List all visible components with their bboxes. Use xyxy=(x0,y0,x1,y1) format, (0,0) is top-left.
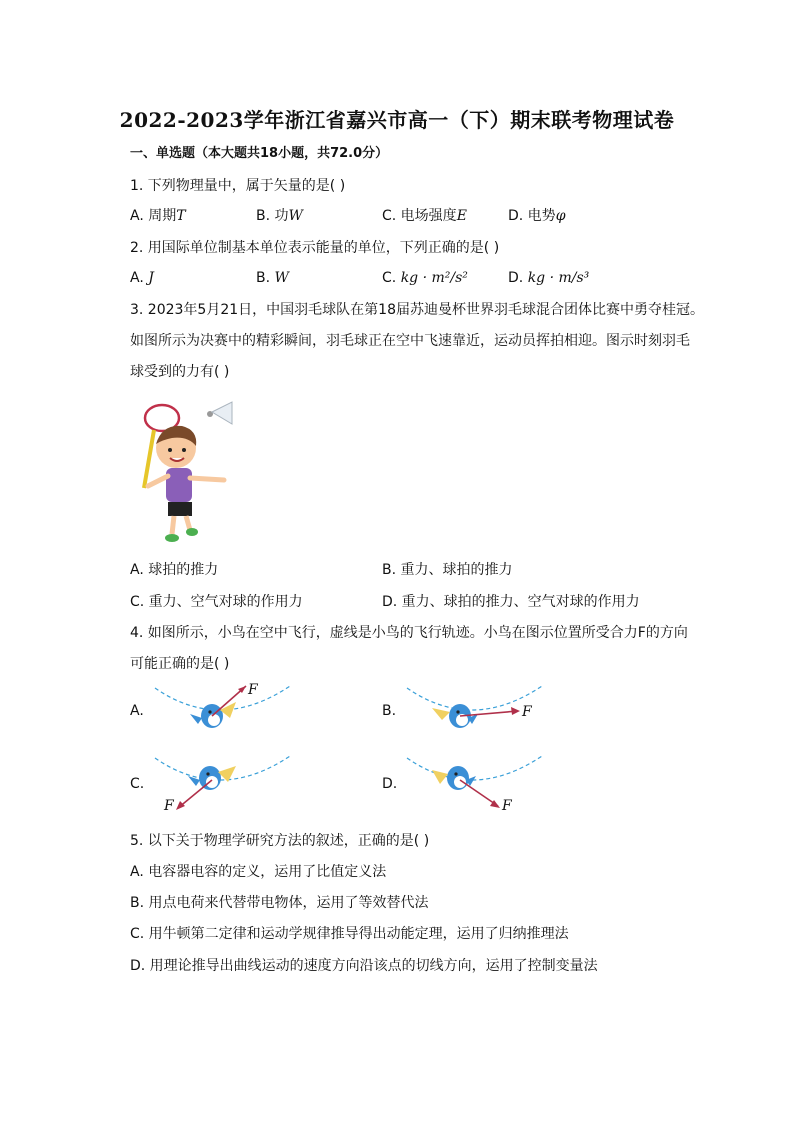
q2-option-c: C. kg · m²/s² xyxy=(382,270,468,286)
q4-figure-d xyxy=(402,748,547,816)
q1-stem: 1. 下列物理量中，属于矢量的是( ) xyxy=(130,178,346,194)
q2-option-d: D. kg · m/s³ xyxy=(508,270,590,286)
badminton-player-figure xyxy=(132,396,238,546)
q5-option-d: D. 用理论推导出曲线运动的速度方向沿该点的切线方向，运用了控制变量法 xyxy=(130,958,598,974)
force-label: F xyxy=(502,798,512,814)
q5-option-a: A. 电容器电容的定义，运用了比值定义法 xyxy=(130,864,387,880)
page-title: 2022-2023学年浙江省嘉兴市高一（下）期末联考物理试卷 xyxy=(119,108,675,132)
q2-option-a: A. J xyxy=(130,270,154,286)
q4-option-a-label: A. xyxy=(130,703,144,719)
q4-option-b-label: B. xyxy=(382,703,397,719)
q3-option-c: C. 重力、空气对球的作用力 xyxy=(130,594,303,610)
q3-option-a: A. 球拍的推力 xyxy=(130,562,219,578)
q4-figure-a xyxy=(150,678,295,740)
force-label: F xyxy=(164,798,174,814)
q4-option-d-label: D. xyxy=(382,776,398,792)
q1-option-b: B. 功W xyxy=(256,208,303,224)
racket-handle xyxy=(144,430,154,488)
q4-figure-c xyxy=(150,748,295,816)
section-heading: 一、单选题（本大题共18小题，共72.0分） xyxy=(130,146,389,161)
force-label: F xyxy=(248,682,258,698)
q5-option-b: B. 用点电荷来代替带电物体，运用了等效替代法 xyxy=(130,895,429,911)
q2-option-b: B. W xyxy=(256,270,289,286)
q3-option-d: D. 重力、球拍的推力、空气对球的作用力 xyxy=(382,594,640,610)
bird-icon xyxy=(188,766,236,790)
q3-stem-line1: 3. 2023年5月21日，中国羽毛球队在第18届苏迪曼杯世界羽毛球混合团体比赛中勇夺桂冠。 xyxy=(130,302,704,318)
q4-stem-line1: 4. 如图所示，小鸟在空中飞行，虚线是小鸟的飞行轨迹。小鸟在图示位置所受合力F的方向 xyxy=(130,625,688,641)
q4-figure-b xyxy=(402,678,547,740)
q4-stem-line2: 可能正确的是( ) xyxy=(130,656,230,672)
q1-option-c: C. 电场强度E xyxy=(382,208,467,224)
q2-stem: 2. 用国际单位制基本单位表示能量的单位，下列正确的是( ) xyxy=(130,240,500,256)
flight-path xyxy=(407,756,542,780)
force-label: F xyxy=(522,704,532,720)
player-shirt xyxy=(166,468,192,502)
q5-option-c: C. 用牛顿第二定律和运动学规律推导得出动能定理，运用了归纳推理法 xyxy=(130,926,569,942)
q1-option-a: A. 周期T xyxy=(130,208,186,224)
bird-icon xyxy=(432,704,478,728)
q5-stem: 5. 以下关于物理学研究方法的叙述，正确的是( ) xyxy=(130,833,430,849)
q4-option-c-label: C. xyxy=(130,776,145,792)
q3-stem-line3: 球受到的力有( ) xyxy=(130,364,230,380)
q3-stem-line2: 如图所示为决赛中的精彩瞬间，羽毛球正在空中飞速靠近，运动员挥拍相迎。图示时刻羽毛 xyxy=(130,333,690,349)
q1-option-d: D. 电势φ xyxy=(508,208,566,224)
q3-option-b: B. 重力、球拍的推力 xyxy=(382,562,513,578)
shuttlecock-icon xyxy=(207,402,232,424)
